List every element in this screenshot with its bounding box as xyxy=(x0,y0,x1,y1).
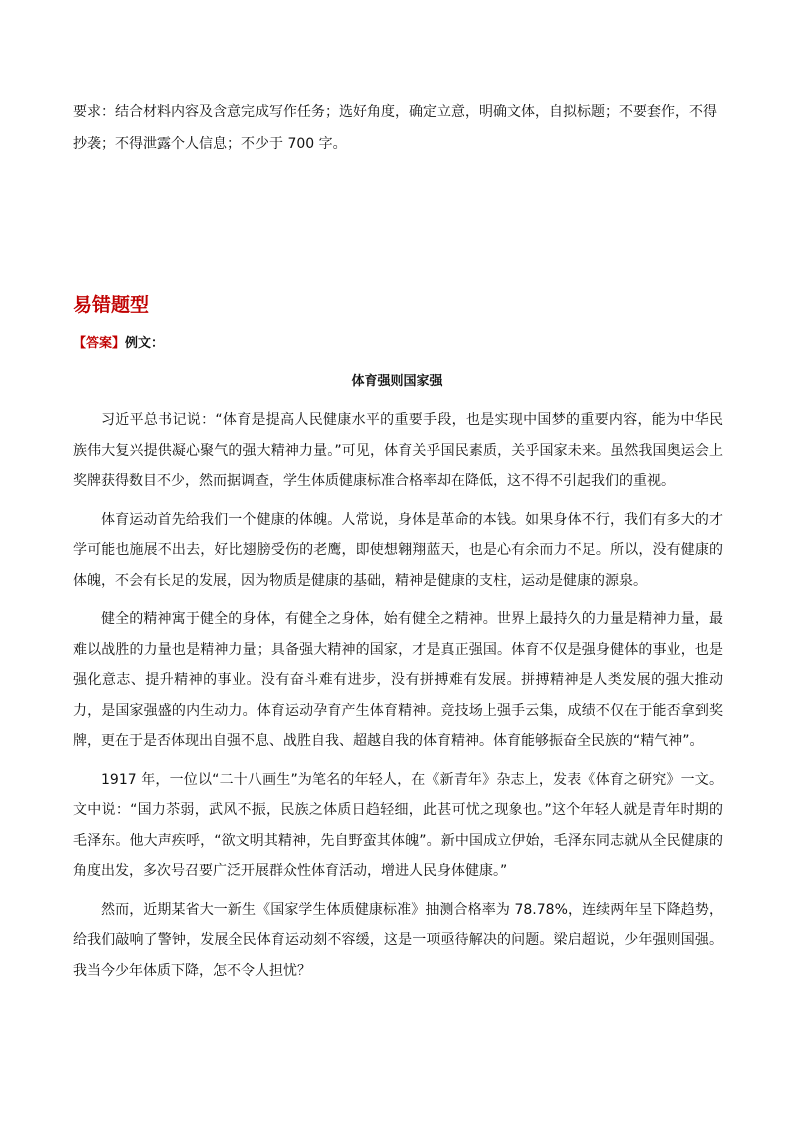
section-heading: 易错题型 xyxy=(73,294,150,316)
answer-tag: 答案 xyxy=(86,336,113,351)
answer-label: 例文： xyxy=(125,336,165,351)
answer-bracket-close: 】 xyxy=(112,336,126,351)
essay-paragraph: 体育运动首先给我们一个健康的体魄。人常说，身体是革命的本钱。如果身体不行，我们有多大的才学可能也施展不出去，好比翅膀受伤的老鹰，即使想翱翔蓝天，也是心有余而力不足。所以，没有健康的体魄，不会有长足的发展，因为物质是健康的基础，精神是健康的支柱，运动是健康的源泉。 xyxy=(73,511,723,589)
writing-requirement: 要求：结合材料内容及含意完成写作任务；选好角度，确定立意，明确文体，自拟标题；不要套作，不得抄袭；不得泄露个人信息；不少于 700 字。 xyxy=(73,104,717,152)
essay-body xyxy=(73,405,723,994)
essay-title: 体育强则国家强 xyxy=(351,374,443,389)
answer-line xyxy=(73,333,164,355)
essay-paragraph: 健全的精神寓于健全的身体，有健全之身体，始有健全之精神。世界上最持久的力量是精神力量，最难以战胜的力量也是精神力量；具备强大精神的国家，才是真正强国。体育不仅是强身健体的事业，也是强化意志、提升精神的事业。没有奋斗难有进步，没有拼搏难有发展。拼搏精神是人类发展的强大推动力，是国家强盛的内生动力。体育运动孕育产生体育精神。竞技场上强手云集，成绩不仅在于能否拿到奖牌，更在于是否体现出自强不息、战胜自我、超越自我的体育精神。体育能够振奋全民族的“精气神”。 xyxy=(73,611,723,749)
answer-bracket-open: 【 xyxy=(73,336,87,351)
essay-paragraph: 1917 年，一位以“二十八画生”为笔名的年轻人，在《新青年》杂志上，发表《体育之研究》一文。文中说：“国力苶弱，武风不振，民族之体质日趋轻细，此甚可忧之现象也。”这个年轻人就是青年时期的毛泽东。他大声疾呼，“欲文明其精神，先自野蛮其体魄”。新中国成立伊始，毛泽东同志就从全民健康的角度出发，多次号召要广泛开展群众性体育活动，增进人民身体健康。” xyxy=(73,771,723,879)
essay-paragraph: 习近平总书记说：“体育是提高人民健康水平的重要手段，也是实现中国梦的重要内容，能为中华民族伟大复兴提供凝心聚气的强大精神力量。”可见，体育关乎国民素质，关乎国家未来。虽然我国奥运会上奖牌获得数目不少，然而据调查，学生体质健康标准合格率却在降低，这不得不引起我们的重视。 xyxy=(73,412,723,489)
essay-paragraph: 然而，近期某省大一新生《国家学生体质健康标准》抽测合格率为 78.78%，连续两年呈下降趋势，给我们敲响了警钟，发展全民体育运动刻不容缓，这是一项亟待解决的问题。梁启超说，少年强则国强。我当今少年体质下降，怎不令人担忧？ xyxy=(73,901,723,979)
